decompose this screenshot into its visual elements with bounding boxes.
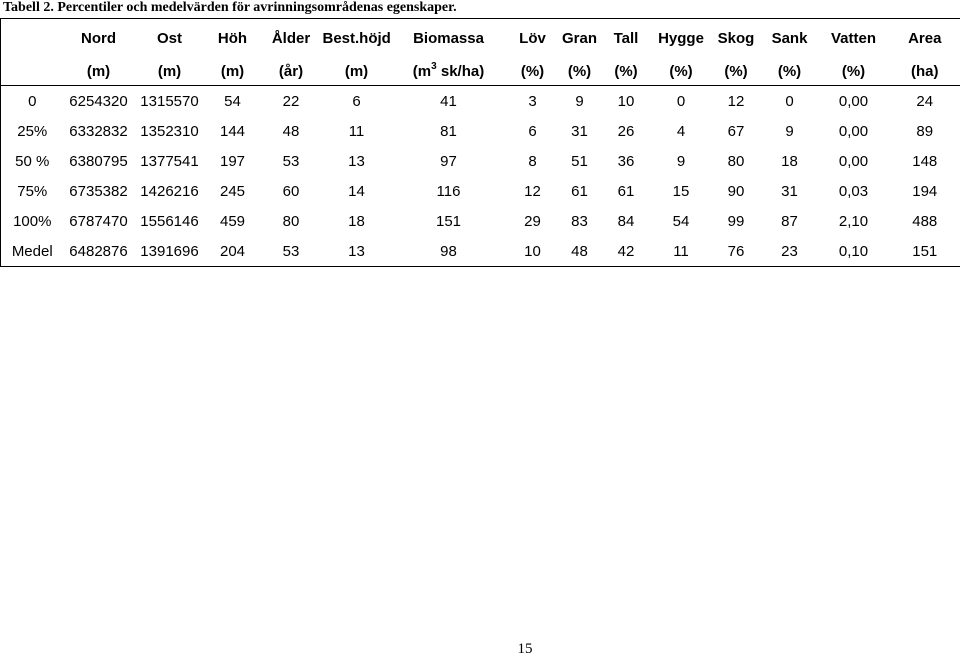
column-unit: (%)	[507, 57, 559, 86]
column-unit: (%)	[652, 57, 711, 86]
table-cell: 148	[890, 146, 960, 176]
table-cell: 24	[890, 86, 960, 117]
table-cell: 13	[323, 236, 391, 267]
table-cell: 459	[219, 212, 246, 230]
table-cell: 151	[435, 212, 462, 230]
table-cell: 245	[219, 182, 246, 200]
table-cell: 31	[571, 122, 588, 140]
table-cell: 6254320	[69, 92, 128, 110]
table-cell: 87	[781, 212, 798, 230]
corner-cell	[1, 19, 64, 58]
table-cell: 54	[672, 212, 690, 230]
table-cell: 41	[440, 92, 457, 110]
table-cell: 1426216	[140, 182, 199, 200]
page-number: 15	[517, 641, 533, 657]
table-cell: 6	[528, 122, 537, 140]
table-cell: 197	[219, 152, 246, 170]
table-row	[1, 236, 960, 267]
table-cell: 99	[727, 212, 745, 230]
table-cell: 1352310	[140, 122, 199, 140]
table-cell: 0,00	[838, 122, 869, 140]
table-cell: 1391696	[134, 236, 206, 267]
table-row	[1, 86, 960, 117]
unit-prefix: (m	[412, 62, 432, 80]
table-cell: 23	[762, 236, 818, 267]
table-cell: 9	[676, 152, 686, 170]
row-label: 100%	[1, 206, 64, 236]
table-cell: 0,03	[838, 182, 869, 200]
column-unit: (%)	[818, 57, 890, 86]
column-header: Hygge	[652, 19, 711, 58]
table-cell: 2,10	[838, 212, 869, 230]
table-cell: 3	[528, 92, 537, 110]
table-cell: 42	[601, 236, 652, 267]
table-caption: Tabell 2. Percentiler och medelvärden för avrinningsområdenas egenskaper.	[3, 0, 457, 15]
table-cell: 26	[617, 122, 635, 140]
table-cell: 116	[436, 182, 461, 200]
table-cell: 0,00	[838, 92, 869, 110]
column-unit: (%)	[559, 57, 601, 86]
table-cell: 10	[507, 236, 559, 267]
table-cell: 6482876	[64, 236, 134, 267]
column-header: Skog	[711, 19, 762, 58]
column-unit: (m)	[206, 57, 260, 86]
header-row-names	[1, 19, 960, 58]
column-unit: (m)	[323, 57, 391, 86]
table-cell: 53	[282, 152, 300, 170]
table-cell: 6787470	[69, 212, 128, 230]
table-row	[1, 116, 960, 146]
table-cell: 6	[352, 92, 361, 110]
corner-cell	[1, 57, 64, 86]
table-cell: 80	[282, 212, 300, 230]
table-cell: 48	[559, 236, 601, 267]
column-header: Nord	[64, 19, 134, 58]
table-cell: 83	[571, 212, 588, 230]
table-cell: 0,00	[838, 152, 869, 170]
table-cell: 48	[282, 122, 300, 140]
table-cell: 6735382	[69, 182, 128, 200]
table-cell: 61	[571, 182, 588, 200]
column-header: Ålder	[260, 19, 323, 58]
column-header: Löv	[507, 19, 559, 58]
table-cell: 194	[890, 176, 960, 206]
column-header: Area	[890, 19, 960, 58]
column-header: Vatten	[818, 19, 890, 58]
row-label: 0	[1, 86, 64, 117]
row-label: 25%	[1, 116, 64, 146]
table-cell: 11	[652, 236, 711, 267]
table-cell: 22	[282, 92, 300, 110]
table-cell: 84	[617, 212, 635, 230]
table-cell: 10	[617, 92, 635, 110]
table-cell: 18	[348, 212, 365, 230]
column-unit	[391, 57, 507, 86]
column-unit: (år)	[260, 57, 323, 86]
column-header: Gran	[559, 19, 601, 58]
row-label: Medel	[1, 236, 64, 267]
header-row-units	[1, 57, 960, 86]
table-row	[1, 206, 960, 236]
table-cell: 18	[781, 152, 798, 170]
table-cell: 13	[348, 152, 365, 170]
table-cell: 9	[785, 122, 794, 140]
table-cell: 4	[676, 122, 686, 140]
table-row	[1, 176, 960, 206]
table-body	[1, 86, 960, 267]
table-cell: 9	[575, 92, 584, 110]
column-header: Höh	[206, 19, 260, 58]
column-header: Sank	[762, 19, 818, 58]
table-cell: 76	[711, 236, 762, 267]
column-header: Ost	[134, 19, 206, 58]
unit-suffix: sk/ha)	[436, 62, 485, 80]
table-cell: 6332832	[69, 122, 128, 140]
table-cell: 60	[282, 182, 300, 200]
row-label: 50 %	[1, 146, 64, 176]
column-header: Best.höjd	[323, 19, 391, 58]
table-cell: 54	[224, 92, 241, 110]
column-unit: (m)	[64, 57, 134, 86]
table-cell: 36	[617, 152, 635, 170]
table-cell: 31	[781, 182, 798, 200]
table-cell: 12	[727, 92, 745, 110]
table-cell: 90	[727, 182, 745, 200]
table-cell: 81	[440, 122, 457, 140]
unit-superscript: 3	[431, 60, 437, 72]
table-cell: 0	[785, 92, 794, 110]
table-cell: 98	[391, 236, 507, 267]
table-cell: 1377541	[140, 152, 199, 170]
table-cell: 80	[727, 152, 745, 170]
table-cell: 0,10	[818, 236, 890, 267]
table-cell: 14	[348, 182, 365, 200]
column-unit: (m)	[134, 57, 206, 86]
table-cell: 8	[528, 152, 537, 170]
table-cell: 61	[617, 182, 635, 200]
table-cell: 0	[676, 92, 686, 110]
column-unit: (%)	[762, 57, 818, 86]
table-cell: 488	[890, 206, 960, 236]
table-row	[1, 146, 960, 176]
column-unit: (ha)	[890, 57, 960, 86]
table-cell: 67	[727, 122, 745, 140]
column-unit: (%)	[711, 57, 762, 86]
table-cell: 53	[260, 236, 323, 267]
table-cell: 51	[571, 152, 588, 170]
table-cell: 11	[348, 122, 365, 140]
column-unit: (%)	[601, 57, 652, 86]
table-cell: 204	[206, 236, 260, 267]
column-header: Biomassa	[391, 19, 507, 58]
table-cell: 29	[524, 212, 541, 230]
table-cell: 89	[890, 116, 960, 146]
row-label: 75%	[1, 176, 64, 206]
table-cell: 97	[440, 152, 457, 170]
table-cell: 1315570	[140, 92, 199, 110]
table-cell: 6380795	[69, 152, 128, 170]
statistics-table	[0, 18, 960, 267]
table-cell: 151	[890, 236, 960, 267]
table-cell: 144	[219, 122, 246, 140]
table-cell: 1556146	[140, 212, 199, 230]
table-cell: 12	[524, 182, 541, 200]
column-header: Tall	[601, 19, 652, 58]
table-cell: 15	[672, 182, 690, 200]
